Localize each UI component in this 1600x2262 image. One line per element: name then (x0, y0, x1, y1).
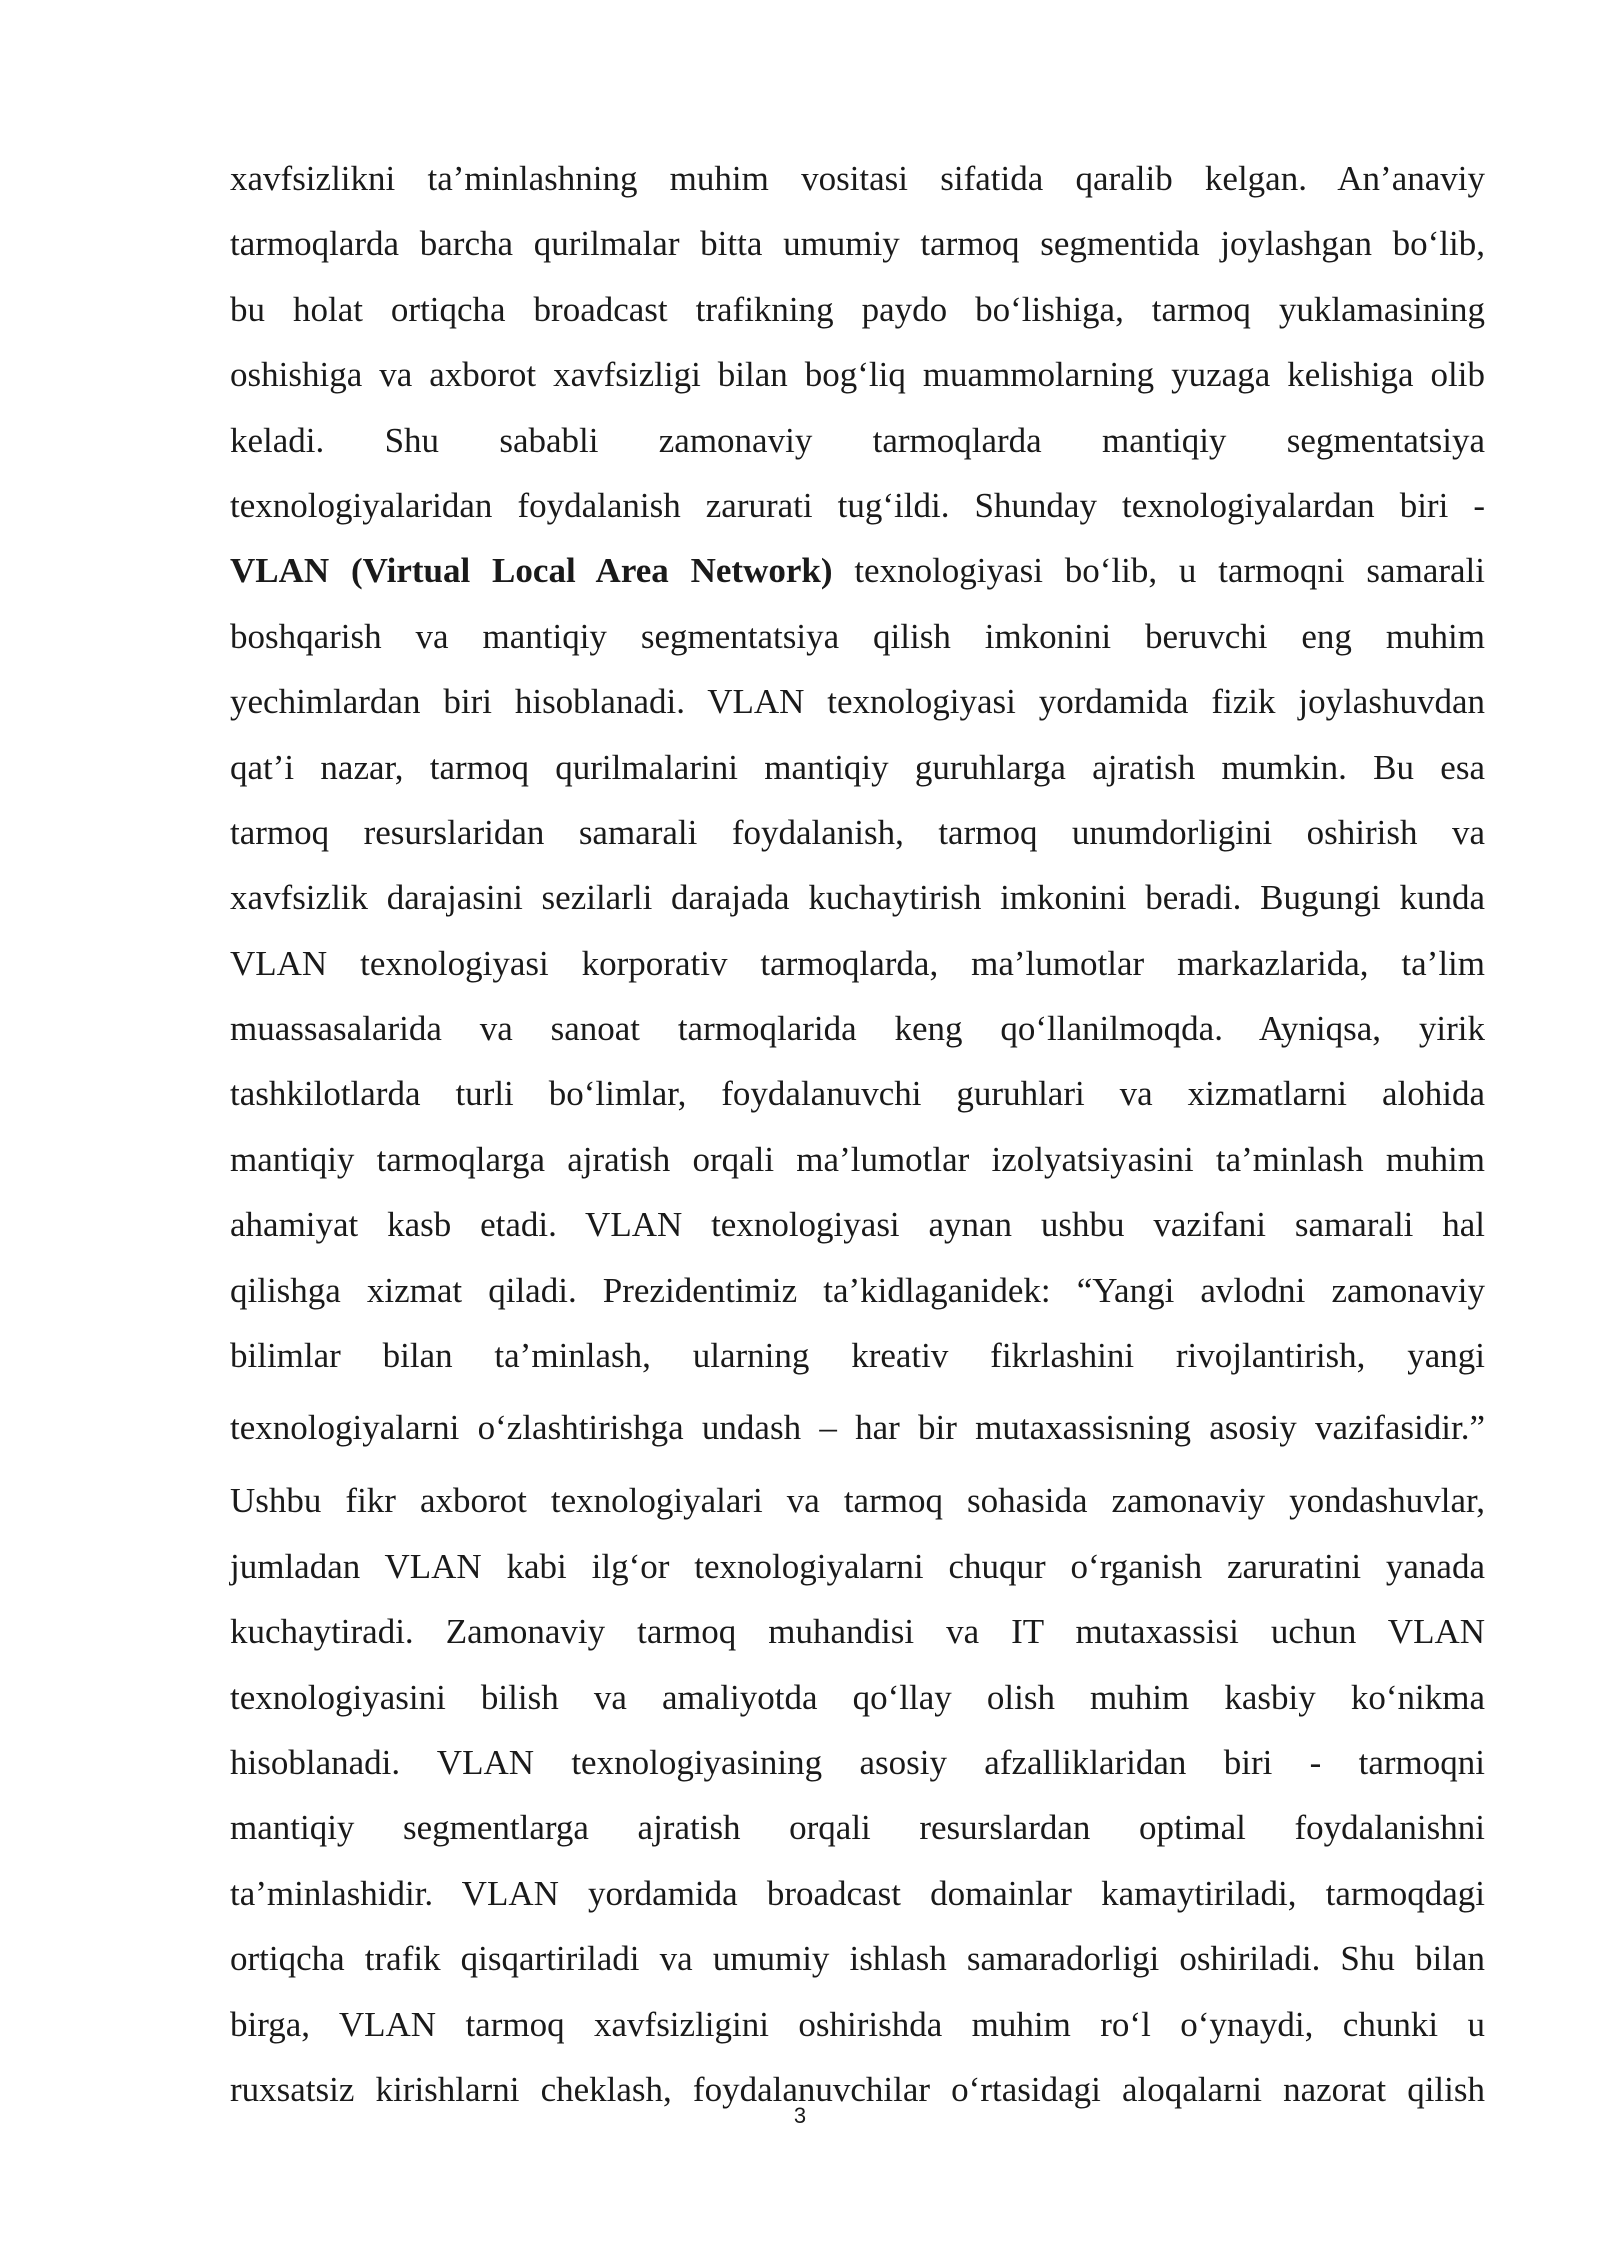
page-number: 3 (793, 2103, 807, 2128)
text-line: tarmoq resurslaridan samarali foydalanish, tarmoq unumdorligini oshirish va (230, 812, 1485, 852)
text-line: qat’i nazar, tarmoq qurilmalarini mantiqiy guruhlarga ajratish mumkin. Bu esa (230, 747, 1485, 787)
quote-end-line: texnologiyalarni o‘zlashtirishga undash – har bir mutaxassisning asosiy vazifasidir.” (230, 1408, 1485, 1448)
vlan-line-rest: texnologiyasi bo‘lib, u tarmoqni samarali (832, 551, 1485, 591)
text-line: qilishga xizmat qiladi. Prezidentimiz ta’kidlaganidek: “Yangi avlodni zamonaviy (230, 1270, 1485, 1310)
text-line: hisoblanadi. VLAN texnologiyasining asosiy afzalliklaridan biri - tarmoqni (230, 1742, 1485, 1782)
text-line: jumladan VLAN kabi ilg‘or texnologiyalarni chuqur o‘rganish zaruratini yanada (230, 1546, 1485, 1586)
text-line: muassasalarida va sanoat tarmoqlarida keng qo‘llanilmoqda. Ayniqsa, yirik (230, 1009, 1485, 1049)
text-line-vlan (230, 538, 1485, 603)
text-line: texnologiyalaridan foydalanish zarurati tug‘ildi. Shunday texnologiyalardan biri - (230, 485, 1485, 525)
text-line: ta’minlashidir. VLAN yordamida broadcast domainlar kamaytiriladi, tarmoqdagi (230, 1873, 1485, 1913)
text-line: mantiqiy tarmoqlarga ajratish orqali ma’lumotlar izolyatsiyasini ta’minlash muhim (230, 1139, 1485, 1179)
text-line: ortiqcha trafik qisqartiriladi va umumiy ishlash samaradorligi oshiriladi. Shu bilan (230, 1939, 1485, 1979)
text-line: kuchaytiradi. Zamonaviy tarmoq muhandisi va IT mutaxassisi uchun VLAN (230, 1612, 1485, 1652)
text-line: texnologiyasini bilish va amaliyotda qo‘llay olish muhim kasbiy ko‘nikma (230, 1677, 1485, 1717)
text-line: birga, VLAN tarmoq xavfsizligini oshirishda muhim ro‘l o‘ynaydi, chunki u (230, 2004, 1485, 2044)
text-line: keladi. Shu sababli zamonaviy tarmoqlarda mantiqiy segmentatsiya (230, 420, 1485, 460)
text-line: mantiqiy segmentlarga ajratish orqali resurslardan optimal foydalanishni (230, 1808, 1485, 1848)
text-line: ruxsatsiz kirishlarni cheklash, foydalanuvchilar o‘rtasidagi aloqalarni nazorat qilish (230, 2069, 1485, 2109)
text-line: oshishiga va axborot xavfsizligi bilan bog‘liq muammolarning yuzaga kelishiga olib (230, 355, 1485, 395)
text-line: Ushbu fikr axborot texnologiyalari va tarmoq sohasida zamonaviy yondashuvlar, (230, 1481, 1485, 1521)
text-line: bu holat ortiqcha broadcast trafikning paydo bo‘lishiga, tarmoq yuklamasining (230, 289, 1485, 329)
text-line: yechimlardan biri hisoblanadi. VLAN texnologiyasi yordamida fizik joylashuvdan (230, 682, 1485, 722)
body-text (230, 146, 1485, 2122)
text-line: xavfsizlik darajasini sezilarli darajada kuchaytirish imkonini beradi. Bugungi kunda (230, 878, 1485, 918)
text-line: tashkilotlarda turli bo‘limlar, foydalanuvchi guruhlari va xizmatlarni alohida (230, 1074, 1485, 1114)
text-line: bilimlar bilan ta’minlash, ularning kreativ fikrlashini rivojlantirish, yangi (230, 1336, 1485, 1376)
vlan-bold-term: VLAN (Virtual Local Area Network) (230, 551, 833, 591)
text-line: ahamiyat kasb etadi. VLAN texnologiyasi aynan ushbu vazifani samarali hal (230, 1205, 1485, 1245)
text-line: tarmoqlarda barcha qurilmalar bitta umumiy tarmoq segmentida joylashgan bo‘lib, (230, 224, 1485, 264)
text-line: VLAN texnologiyasi korporativ tarmoqlarda, ma’lumotlar markazlarida, ta’lim (230, 943, 1485, 983)
text-line: xavfsizlikni ta’minlashning muhim vositasi sifatida qaralib kelgan. An’anaviy (230, 159, 1485, 198)
text-line: boshqarish va mantiqiy segmentatsiya qilish imkonini beruvchi eng muhim (230, 616, 1485, 656)
